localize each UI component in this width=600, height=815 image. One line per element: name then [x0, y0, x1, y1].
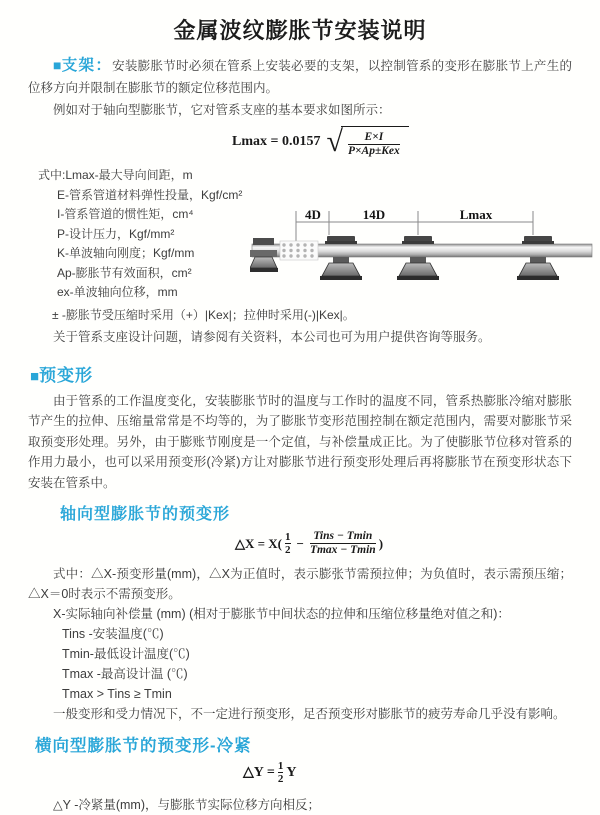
variable-definition: P-设计压力，Kgf/mm²: [57, 226, 175, 241]
fraction-numerator: 1: [277, 760, 284, 772]
dim-label-4d: 4D: [305, 208, 321, 222]
note-line: Tmax -最高设计温 (℃): [62, 667, 188, 681]
temperature-fraction: [307, 530, 379, 557]
fraction-denominator: 2: [285, 544, 291, 556]
formula-rhs: Y: [286, 764, 297, 780]
support-section-label: [53, 57, 112, 74]
anchor-support: [250, 238, 278, 272]
plus-minus-note: ± -膨胀节受压缩时采用（+）|Kex|；拉伸时采用(-)|Kex|。: [52, 307, 355, 322]
page-title: 金属波纹膨胀节安装说明: [173, 18, 427, 43]
formula-close-paren: ): [378, 535, 384, 551]
note-line: X-实际轴向补偿量 (mm) (相对于膨胀节中间状态的拉伸和压缩位移量绝对值之和)：: [53, 607, 510, 621]
fraction-denominator: P×Ap±Kex: [347, 145, 400, 157]
preform-heading-text: 预变形: [39, 365, 94, 385]
formula-lhs: △X = X(: [235, 535, 283, 551]
axial-preform-heading: 轴向型膨胀节的预变形: [60, 506, 231, 523]
fraction-denominator: 2: [277, 773, 284, 785]
radicand: [341, 126, 409, 158]
note-line: Tmin-最低设计温度(℃): [62, 647, 190, 661]
bellows-section: [280, 241, 318, 260]
fraction-denominator: Tmax − Tmin: [309, 544, 376, 556]
support-intro-text: 安装膨胀节时必须在管系上安装必要的支架，以控制管系的变形在膨胀节上产生的位移方向并限制在膨胀节的额定位移范围内。: [28, 59, 572, 95]
support-label-text: 支架：: [61, 57, 113, 74]
note-line: 式中：△X-预变形量(mm)，△X为正值时，表示膨张节需预拉伸；为负值时，表示需预压缩；△X＝0时表示不需预变形。: [28, 567, 572, 601]
variable-definition: Ap-膨胀节有效面积，cm²: [57, 265, 192, 280]
lateral-note: △Y -冷紧量(mm)，与膨胀节实际位移方向相反；: [53, 798, 321, 812]
radical-icon: √: [326, 125, 343, 158]
note-line: Tins -安装温度(℃): [62, 627, 164, 641]
guide-support: [517, 236, 559, 280]
support-example-line: 例如对于轴向型膨胀节，它对管系支座的基本要求如图所示：: [53, 103, 391, 117]
dim-label-lmax: Lmax: [459, 208, 493, 222]
fraction-numerator: Tins − Tmin: [313, 530, 373, 542]
guide-support: [320, 236, 362, 280]
fraction: [345, 131, 403, 158]
variable-definition: E-管系管道材料弹性投量，Kgf/cm²: [57, 187, 243, 202]
section-square-icon: ■: [30, 367, 40, 385]
one-half-fraction: [275, 760, 287, 785]
section-square-icon: ■: [53, 57, 62, 73]
axial-preform-formula: [235, 530, 600, 557]
guide-support: [397, 236, 439, 280]
fraction-numerator: E×I: [364, 131, 384, 143]
note-line: Tmax > Tins ≥ Tmin: [62, 687, 172, 701]
lmax-guide-spacing-formula: [232, 126, 600, 158]
fraction-numerator: 1: [285, 531, 291, 543]
minus-operator: −: [296, 535, 304, 551]
variable-definition: ex-单波轴向位移，mm: [57, 285, 178, 299]
document-page: [0, 14, 600, 812]
consulting-note: 关于管系支座设计问题，请参阅有关资料，本公司也可为用户提供咨询等服务。: [53, 329, 491, 344]
axial-notes-list: [0, 564, 600, 724]
variable-definition: K-单波轴向刚度；Kgf/mm: [57, 246, 195, 260]
preform-section-heading: [30, 361, 600, 386]
support-intro-paragraph: [28, 54, 572, 99]
lateral-preform-formula: [243, 760, 600, 785]
pipe-support-diagram: [250, 208, 598, 303]
lateral-preform-heading: 横向型膨胀节的预变形-冷紧: [35, 737, 252, 755]
variable-definition: I-管系管道的惯性矩，cm⁴: [57, 207, 194, 221]
one-half-fraction: [282, 531, 294, 556]
formula-lhs: △Y =: [243, 765, 275, 780]
dim-label-14d: 14D: [362, 208, 386, 222]
preform-paragraph: 由于管系的工作温度变化，安装膨胀节时的温度与工作时的温度不同，管系热膨胀冷缩对膨胀节产生的拉伸、压缩量常常是不均等的，为了膨胀节变形范围控制在额定范围内，需要对膨胀节采取预变形处理。另外，由于膨账节刚度是一个定值，与补偿量成正比。为了使膨胀节位移对管系的作用力最小，也可以采用预变形(冷紧)方让对膨胀节进行预变形处理后再将膨胀节在预变形状态下安装在管系中。: [28, 393, 572, 490]
variable-definition: 式中:Lmax-最大导向间距，m: [38, 168, 193, 182]
note-line: 一般变形和受力情况下，不一定进行预变形，足否预变形对膨胀节的疲劳寿命几乎没有影响。: [53, 707, 566, 721]
formula-lhs: Lmax = 0.0157: [232, 134, 321, 149]
